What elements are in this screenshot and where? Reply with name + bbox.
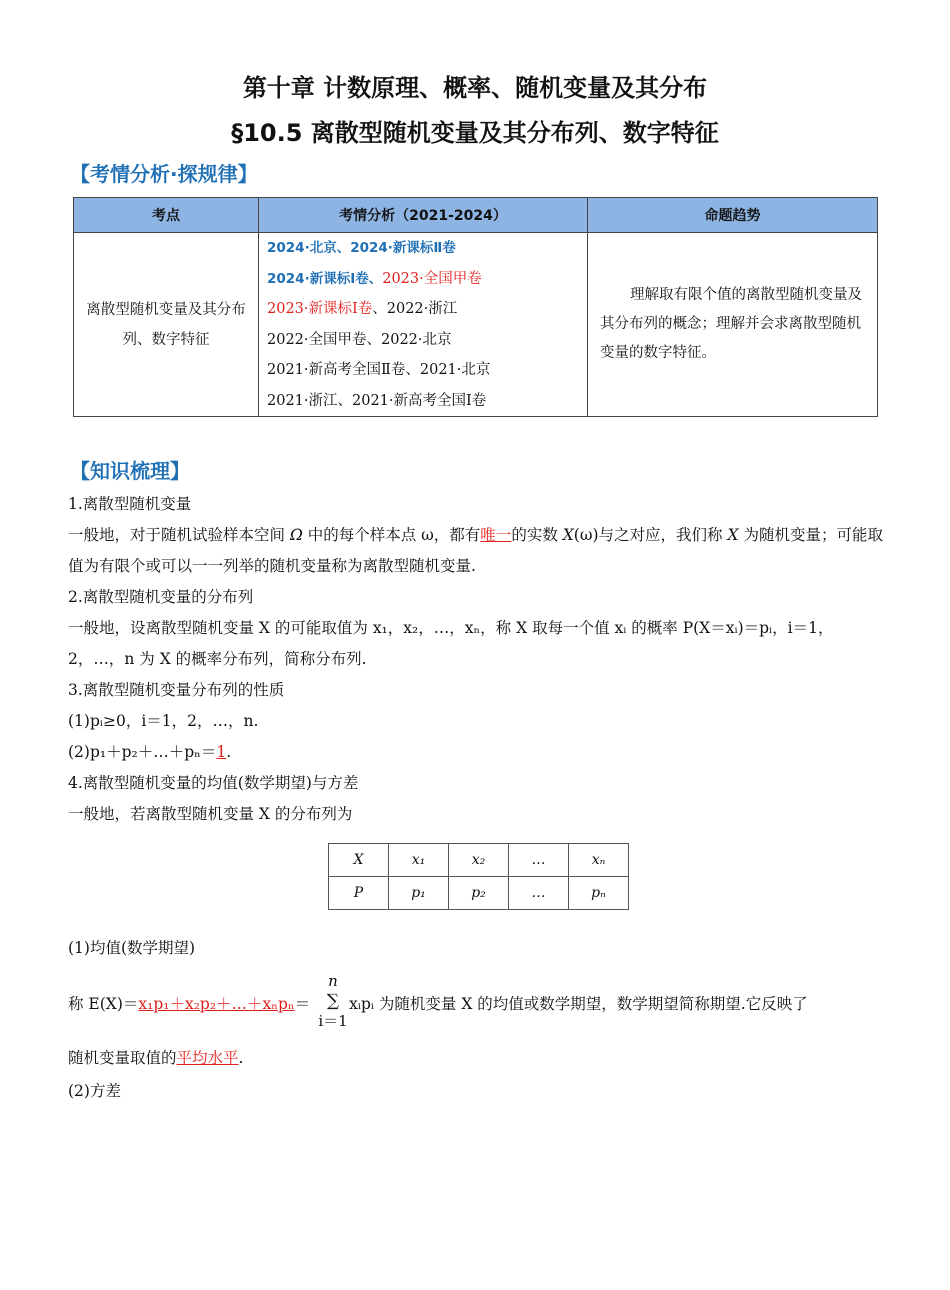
table-header-row	[74, 198, 878, 233]
analysis-line: 2021·浙江、2021·新高考全国Ⅰ卷	[267, 392, 487, 409]
table-cell: p₂	[449, 877, 509, 910]
knowledge-heading: 【知识梳理】	[70, 459, 190, 483]
table-cell: xₙ	[569, 844, 629, 877]
table-cell: …	[509, 844, 569, 877]
chapter-title: 第十章 计数原理、概率、随机变量及其分布	[242, 74, 708, 102]
table-cell: pₙ	[569, 877, 629, 910]
text: X	[727, 526, 739, 544]
analysis-line: 2022·全国甲卷、2022·北京	[267, 331, 452, 348]
table-cell: x₁	[389, 844, 449, 877]
trend-cell	[588, 233, 878, 417]
summation-upper: n	[328, 972, 338, 990]
answer-blank: 1	[216, 743, 227, 761]
answer-blank: 唯一	[480, 526, 512, 544]
text: 为随机变量；可能取值为有限个或可以一一列举的随机变量称为离散型随机变量.	[68, 526, 883, 575]
s3-property-1: (1)pᵢ≥0，i＝1，2，…，n.	[68, 712, 259, 730]
variance-title: (2)方差	[68, 1082, 121, 1100]
column-header-topic: 考点	[74, 198, 259, 233]
s1-title: 1.离散型随机变量	[68, 495, 192, 513]
table-cell: …	[509, 877, 569, 910]
text: (ω)与之对应，我们称	[573, 526, 728, 544]
table-cell: x₂	[449, 844, 509, 877]
summation-sign: ∑	[326, 991, 340, 1011]
analysis-cell	[259, 233, 588, 417]
analysis-item: 2024·新课标Ⅰ卷、	[267, 270, 383, 287]
text: 随机变量取值的	[68, 1049, 177, 1067]
distribution-table	[328, 843, 629, 910]
analysis-item-highlight: 2023·新课标Ⅰ卷	[267, 301, 373, 317]
column-header-analysis: 考情分析（2021-2024）	[259, 198, 588, 233]
analysis-line: 2021·新高考全国Ⅱ卷、2021·北京	[267, 362, 491, 378]
answer-blank: x₁p₁＋x₂p₂＋…＋xₙpₙ	[138, 995, 295, 1013]
s2-paragraph: 一般地，设离散型随机变量 X 的可能取值为 x₁，x₂，…，xₙ，称 X 取每一个值 xᵢ 的概率 P(X＝xᵢ)＝pᵢ，i＝1，2，…，n 为 X 的概率分布列，简称分布列.	[68, 619, 834, 668]
section-title: §10.5 离散型随机变量及其分布列、数字特征	[231, 119, 719, 147]
text: 中的每个样本点 ω，都有	[302, 526, 481, 544]
s3-property-2: (2)p₁＋p₂＋…＋pₙ＝1.	[68, 743, 232, 761]
column-header-trend: 命题趋势	[588, 198, 878, 233]
text: .	[238, 1049, 244, 1067]
knowledge-body	[68, 489, 883, 830]
analysis-item-highlight: 2023·全国甲卷	[382, 270, 482, 287]
analysis-line	[267, 294, 587, 325]
text: X	[562, 526, 574, 544]
topic-cell: 离散型随机变量及其分布列、数字特征	[74, 233, 259, 417]
table-row	[329, 877, 629, 910]
mean-title: (1)均值(数学期望)	[68, 939, 196, 957]
s2-title: 2.离散型随机变量的分布列	[68, 588, 254, 606]
analysis-line: 2024·北京、2024·新课标Ⅱ卷	[267, 240, 456, 256]
mean-paragraph-cont	[68, 1043, 883, 1074]
table-row	[329, 844, 629, 877]
table-cell: p₁	[389, 877, 449, 910]
text: (2)p₁＋p₂＋…＋pₙ＝	[68, 743, 217, 761]
table-row	[74, 233, 878, 417]
mean-paragraph	[68, 989, 883, 1020]
text: 的实数	[511, 526, 563, 544]
table-cell: P	[329, 877, 389, 910]
text: 一般地，对于随机试验样本空间	[68, 526, 290, 544]
text: xᵢpᵢ 为随机变量 X 的均值或数学期望，数学期望简称期望.它反映了	[344, 995, 808, 1013]
s4-title: 4.离散型随机变量的均值(数学期望)与方差	[68, 774, 359, 792]
exam-analysis-table	[73, 197, 878, 417]
s3-title: 3.离散型随机变量分布列的性质	[68, 681, 285, 699]
analysis-item: 、2022·浙江	[372, 301, 458, 317]
text: 称 E(X)＝	[68, 995, 139, 1013]
answer-blank: 平均水平	[176, 1049, 239, 1067]
table-cell: X	[329, 844, 389, 877]
summation-lower: i＝1	[318, 1012, 348, 1030]
s4-intro: 一般地，若离散型随机变量 X 的分布列为	[68, 805, 353, 823]
analysis-line	[267, 264, 587, 295]
text: Ω	[289, 526, 303, 544]
trend-text: 理解取有限个值的离散型随机变量及其分布列的概念；理解并会求离散型随机变量的数字特征。	[600, 287, 862, 361]
exam-analysis-heading: 【考情分析·探规律】	[70, 162, 258, 186]
text: ＝	[294, 995, 311, 1013]
s1-paragraph	[68, 520, 883, 582]
